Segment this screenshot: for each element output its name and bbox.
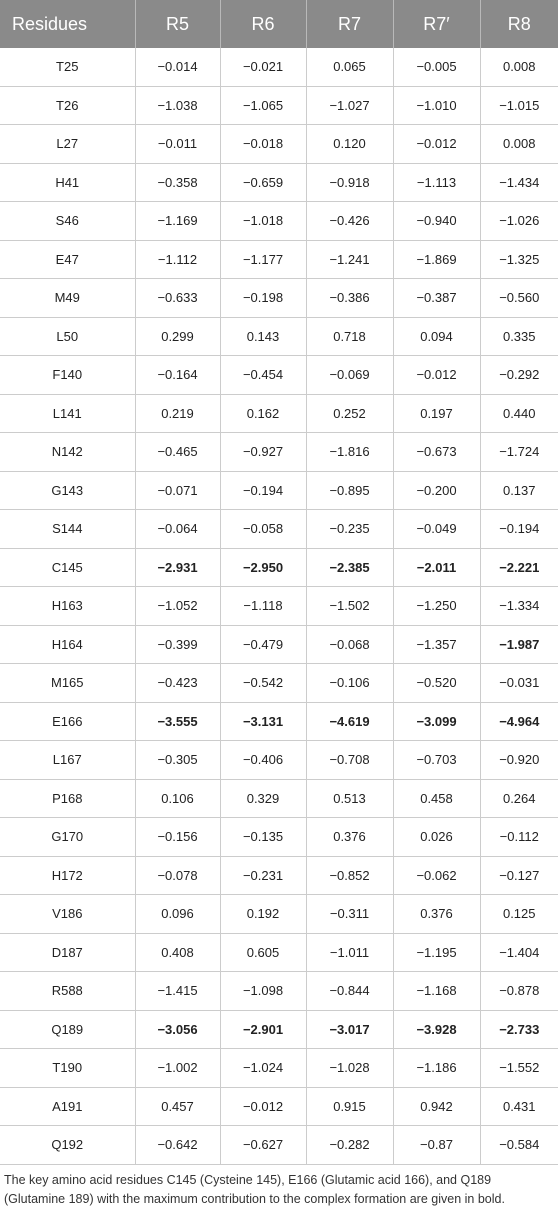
cell-r7: −0.426 [306,202,393,241]
cell-r6: −0.927 [220,433,306,472]
cell-residue: R588 [0,972,135,1011]
cell-r7: −0.895 [306,471,393,510]
cell-r7: 0.065 [306,48,393,86]
cell-r6: −1.018 [220,202,306,241]
cell-r6: −2.950 [220,548,306,587]
table-row [0,356,558,395]
cell-r8: −0.584 [480,1126,558,1165]
cell-r6: −0.406 [220,741,306,780]
cell-residue: T190 [0,1049,135,1088]
table-row [0,1049,558,1088]
cell-r5: 0.408 [135,933,220,972]
cell-r5: −1.002 [135,1049,220,1088]
cell-r6: −0.198 [220,279,306,318]
cell-r7: −0.918 [306,163,393,202]
cell-r7: −0.852 [306,856,393,895]
header-r8: R8 [480,0,558,48]
cell-r8: 0.008 [480,125,558,164]
table-row [0,741,558,780]
cell-r7: 0.252 [306,394,393,433]
cell-r7: −1.241 [306,240,393,279]
cell-r8: −0.292 [480,356,558,395]
cell-r8: −0.031 [480,664,558,703]
cell-r5: −0.078 [135,856,220,895]
cell-residue: H163 [0,587,135,626]
cell-residue: D187 [0,933,135,972]
cell-r6: −1.177 [220,240,306,279]
cell-residue: M49 [0,279,135,318]
cell-r7: −1.011 [306,933,393,972]
cell-r7-prime: −0.673 [393,433,480,472]
cell-r6: −0.659 [220,163,306,202]
cell-r7-prime: −3.099 [393,702,480,741]
cell-r7: 0.718 [306,317,393,356]
cell-r7-prime: −0.049 [393,510,480,549]
cell-residue: V186 [0,895,135,934]
cell-r7-prime: −1.869 [393,240,480,279]
cell-residue: Q192 [0,1126,135,1165]
cell-residue: L50 [0,317,135,356]
cell-r7-prime: 0.942 [393,1087,480,1126]
table-row [0,279,558,318]
cell-r5: 0.106 [135,779,220,818]
table-row [0,933,558,972]
cell-r7: −0.708 [306,741,393,780]
cell-r5: −3.555 [135,702,220,741]
cell-r6: −0.231 [220,856,306,895]
table-row [0,86,558,125]
cell-r5: −1.415 [135,972,220,1011]
cell-r7-prime: −0.012 [393,125,480,164]
cell-r6: −0.627 [220,1126,306,1165]
cell-r8: −1.334 [480,587,558,626]
cell-residue: T25 [0,48,135,86]
cell-r7-prime: 0.376 [393,895,480,934]
cell-r7-prime: 0.026 [393,818,480,857]
cell-residue: L141 [0,394,135,433]
header-r7: R7 [306,0,393,48]
table-row [0,202,558,241]
cell-r7: −0.235 [306,510,393,549]
cell-r7-prime: 0.094 [393,317,480,356]
cell-r7: −0.106 [306,664,393,703]
cell-r7-prime: −1.186 [393,1049,480,1088]
cell-r7-prime: −0.200 [393,471,480,510]
cell-r8: 0.137 [480,471,558,510]
table-body [0,48,558,1164]
cell-r7-prime: −0.703 [393,741,480,780]
cell-r8: −1.026 [480,202,558,241]
cell-r5: −0.399 [135,625,220,664]
cell-r7: −0.069 [306,356,393,395]
cell-r8: −1.724 [480,433,558,472]
cell-r7-prime: −1.168 [393,972,480,1011]
cell-r5: −2.931 [135,548,220,587]
cell-r8: 0.440 [480,394,558,433]
cell-residue: Q189 [0,1010,135,1049]
cell-r6: −0.194 [220,471,306,510]
cell-r7-prime: 0.458 [393,779,480,818]
cell-r5: −0.305 [135,741,220,780]
cell-residue: L27 [0,125,135,164]
cell-residue: N142 [0,433,135,472]
cell-residue: G170 [0,818,135,857]
cell-r7-prime: −2.011 [393,548,480,587]
cell-r5: −1.112 [135,240,220,279]
cell-r8: −2.221 [480,548,558,587]
cell-r5: 0.457 [135,1087,220,1126]
cell-r8: 0.008 [480,48,558,86]
table-row [0,702,558,741]
cell-r8: −4.964 [480,702,558,741]
cell-r8: −1.015 [480,86,558,125]
table-row [0,972,558,1011]
cell-r7: −0.844 [306,972,393,1011]
cell-residue: P168 [0,779,135,818]
cell-r6: −0.018 [220,125,306,164]
cell-r6: −1.098 [220,972,306,1011]
cell-r7: 0.915 [306,1087,393,1126]
table-header [0,0,558,48]
cell-residue: S46 [0,202,135,241]
cell-r5: −0.642 [135,1126,220,1165]
cell-residue: H41 [0,163,135,202]
cell-r5: −0.358 [135,163,220,202]
cell-r8: −1.552 [480,1049,558,1088]
cell-r5: −0.064 [135,510,220,549]
cell-r8: −0.194 [480,510,558,549]
cell-r6: −0.058 [220,510,306,549]
table-row [0,510,558,549]
cell-r5: −0.011 [135,125,220,164]
table-footnote: The key amino acid residues C145 (Cysteine 145), E166 (Glutamic acid 166), and Q189 (Glutamine 189) with the maximum contribution to the complex formation are given in bold. [4,1172,505,1206]
cell-r6: −0.454 [220,356,306,395]
cell-r7-prime: −0.520 [393,664,480,703]
cell-r7-prime: −0.005 [393,48,480,86]
cell-r5: −0.156 [135,818,220,857]
table-row [0,1087,558,1126]
cell-r8: −0.560 [480,279,558,318]
cell-r6: 0.605 [220,933,306,972]
cell-r7-prime: −0.012 [393,356,480,395]
cell-r6: −2.901 [220,1010,306,1049]
cell-r7-prime: −1.195 [393,933,480,972]
cell-r7: −2.385 [306,548,393,587]
cell-r5: −0.164 [135,356,220,395]
table-row [0,471,558,510]
header-r5: R5 [135,0,220,48]
cell-r7: −1.028 [306,1049,393,1088]
header-r6: R6 [220,0,306,48]
cell-r6: −1.024 [220,1049,306,1088]
cell-residue: T26 [0,86,135,125]
table-row [0,895,558,934]
table-row [0,163,558,202]
cell-r7-prime: −1.010 [393,86,480,125]
cell-r8: −1.325 [480,240,558,279]
cell-r7: 0.376 [306,818,393,857]
cell-r5: 0.299 [135,317,220,356]
cell-r7: −1.816 [306,433,393,472]
table-row [0,548,558,587]
cell-r7: −0.282 [306,1126,393,1165]
cell-r6: −3.131 [220,702,306,741]
cell-r6: −0.012 [220,1087,306,1126]
cell-residue: M165 [0,664,135,703]
cell-r8: 0.264 [480,779,558,818]
cell-r8: −1.404 [480,933,558,972]
cell-r7: −3.017 [306,1010,393,1049]
cell-r7: 0.513 [306,779,393,818]
cell-r5: −3.056 [135,1010,220,1049]
header-row [0,0,558,48]
cell-r8: 0.431 [480,1087,558,1126]
cell-r5: −0.014 [135,48,220,86]
table-row [0,394,558,433]
cell-r8: −2.733 [480,1010,558,1049]
cell-r6: −0.021 [220,48,306,86]
cell-r5: −0.633 [135,279,220,318]
cell-r8: −1.987 [480,625,558,664]
cell-r5: −1.052 [135,587,220,626]
table-row [0,587,558,626]
cell-r8: −0.920 [480,741,558,780]
cell-r5: −1.038 [135,86,220,125]
cell-r8: 0.335 [480,317,558,356]
cell-residue: E47 [0,240,135,279]
table-row [0,664,558,703]
table-row [0,1010,558,1049]
cell-r5: 0.219 [135,394,220,433]
cell-r7-prime: −1.357 [393,625,480,664]
cell-residue: A191 [0,1087,135,1126]
cell-residue: F140 [0,356,135,395]
cell-residue: C145 [0,548,135,587]
cell-r6: 0.192 [220,895,306,934]
cell-r5: 0.096 [135,895,220,934]
header-residues: Residues [0,0,135,48]
table-row [0,1126,558,1165]
cell-residue: H164 [0,625,135,664]
table-row [0,433,558,472]
table-row [0,48,558,86]
cell-r7-prime: −3.928 [393,1010,480,1049]
cell-r7: −1.027 [306,86,393,125]
table-row [0,240,558,279]
cell-residue: G143 [0,471,135,510]
cell-r8: −0.878 [480,972,558,1011]
cell-r6: 0.329 [220,779,306,818]
header-r7-prime: R7′ [393,0,480,48]
cell-residue: L167 [0,741,135,780]
cell-residue: S144 [0,510,135,549]
cell-r6: −1.118 [220,587,306,626]
cell-r7: −0.386 [306,279,393,318]
cell-r8: 0.125 [480,895,558,934]
cell-r7-prime: −0.87 [393,1126,480,1165]
cell-r7: −1.502 [306,587,393,626]
cell-r5: −0.071 [135,471,220,510]
table-row [0,125,558,164]
cell-r7-prime: −1.113 [393,163,480,202]
cell-r7-prime: −0.062 [393,856,480,895]
cell-r6: −0.135 [220,818,306,857]
cell-r5: −1.169 [135,202,220,241]
cell-residue: H172 [0,856,135,895]
table-row [0,625,558,664]
cell-r7-prime: −0.940 [393,202,480,241]
table-row [0,856,558,895]
cell-r7: −4.619 [306,702,393,741]
table-row [0,818,558,857]
cell-residue: E166 [0,702,135,741]
cell-r7-prime: −1.250 [393,587,480,626]
cell-r7-prime: −0.387 [393,279,480,318]
cell-r5: −0.465 [135,433,220,472]
cell-r6: 0.162 [220,394,306,433]
table-row [0,779,558,818]
cell-r6: 0.143 [220,317,306,356]
cell-r7-prime: 0.197 [393,394,480,433]
cell-r6: −1.065 [220,86,306,125]
cell-r7: −0.311 [306,895,393,934]
table-row [0,317,558,356]
cell-r6: −0.479 [220,625,306,664]
cell-r5: −0.423 [135,664,220,703]
cell-r8: −0.127 [480,856,558,895]
cell-r8: −0.112 [480,818,558,857]
cell-r7: 0.120 [306,125,393,164]
cell-r7: −0.068 [306,625,393,664]
cell-r6: −0.542 [220,664,306,703]
cell-r8: −1.434 [480,163,558,202]
